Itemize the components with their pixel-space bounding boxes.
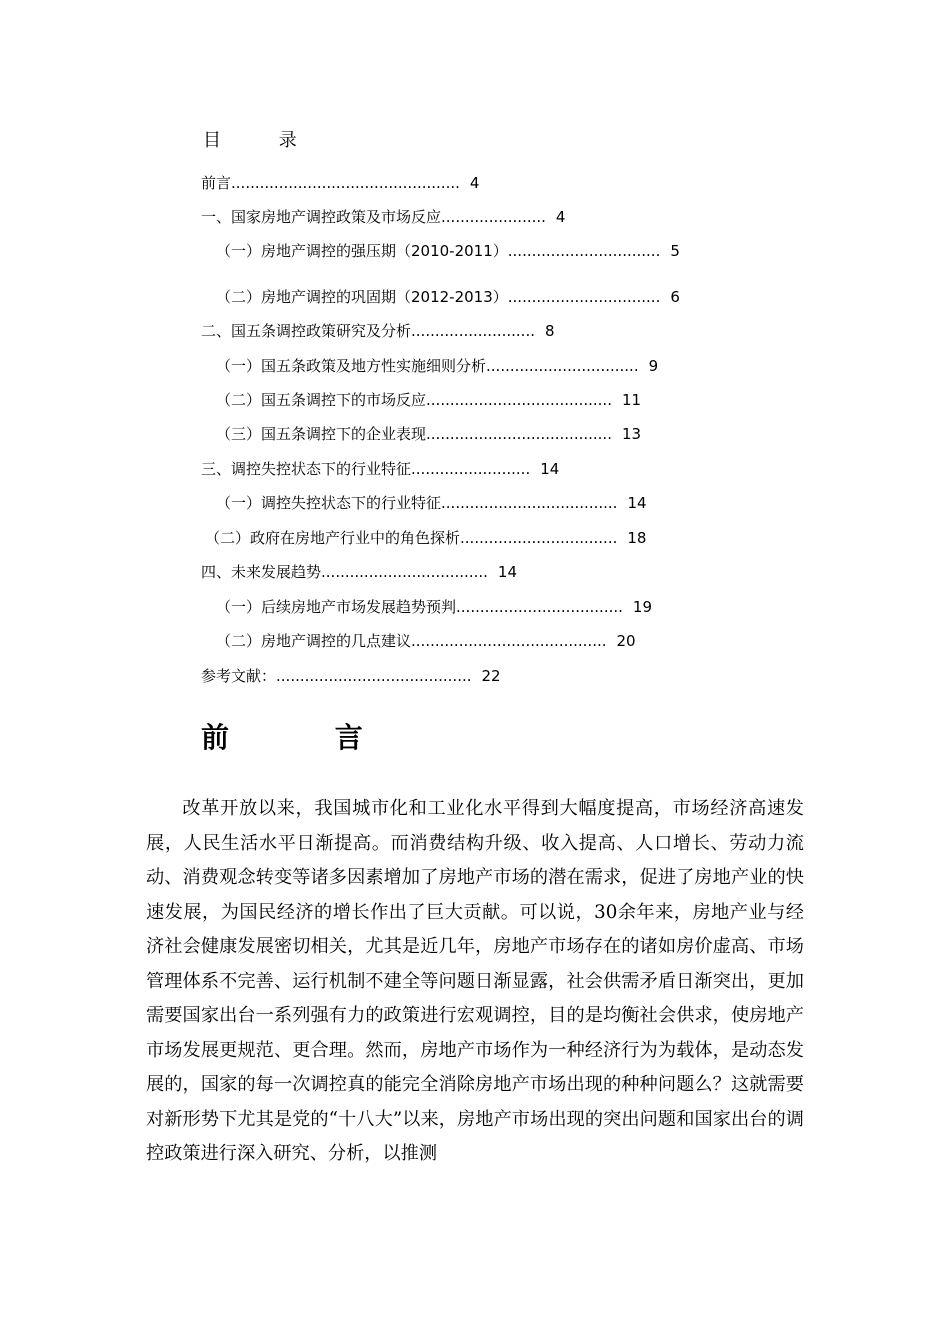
toc-entry[interactable] <box>201 207 565 227</box>
toc-entry-label: 四、未来发展趋势 <box>201 563 322 581</box>
toc-leader: ................................ <box>486 357 639 375</box>
toc-entry[interactable] <box>216 356 658 376</box>
toc-entry[interactable] <box>216 597 652 617</box>
toc-entry-label: 二、国五条调控政策研究及分析 <box>201 322 412 340</box>
toc-page-number: 8 <box>545 322 555 340</box>
toc-leader: .......................... <box>411 322 535 340</box>
toc-entry[interactable] <box>216 241 680 261</box>
toc-page-number: 22 <box>481 667 501 685</box>
toc-leader: ......................... <box>411 460 531 478</box>
toc-page-number: 19 <box>632 598 652 616</box>
toc-entry[interactable] <box>201 173 479 193</box>
toc-entry[interactable] <box>201 459 559 479</box>
toc-entry[interactable] <box>201 321 555 341</box>
toc-leader: ......................................... <box>276 667 472 685</box>
toc-page-number: 20 <box>616 632 636 650</box>
toc-leader: ................................. <box>460 529 618 547</box>
toc-entry[interactable] <box>216 287 680 307</box>
toc-entry[interactable] <box>201 562 517 582</box>
toc-entry[interactable] <box>216 390 641 410</box>
toc-entry[interactable] <box>205 528 646 548</box>
toc-page-number: 14 <box>497 563 517 581</box>
toc-leader: ................................ <box>507 242 661 260</box>
toc-page-number: 13 <box>621 425 642 443</box>
toc-entry-label: （一）调控失控状态下的行业特征 <box>216 494 442 512</box>
toc-entry[interactable] <box>216 424 641 444</box>
toc-page-number: 4 <box>555 208 566 226</box>
toc-page-number: 14 <box>627 494 647 512</box>
toc-leader: ..................................... <box>441 494 618 512</box>
preface-paragraph: 改革开放以来，我国城市化和工业化水平得到大幅度提高，市场经济高速发展，人民生活水平日渐提高。而消费结构升级、收入提高、人口增长、劳动力流动、消费观念转变等诸多因素增加了房地产市场的潜在需求，促进了房地产业的快速发展，为国民经济的增长作出了巨大贡献。可以说，30余年来，房地产业与经济社会健康发展密切相关，尤其是近几年，房地产市场存在的诸如房价虚高、市场管理体系不完善、运行机制不建全等问题日渐显露，社会供需矛盾日渐突出，更加需要国家出台一系列强有力的政策进行宏观调控，目的是均衡社会供求，使房地产市场发展更规范、更合理。然而，房地产市场作为一种经济行为为载体，是动态发展的，国家的每一次调控真的能完全消除房地产市场出现的种种问题么？这就需要对新形势下尤其是党的“十八大”以来，房地产市场出现的突出问题和国家出台的调控政策进行深入研究、分析，以推测 <box>146 798 804 1164</box>
toc-leader: ................................... <box>321 563 488 581</box>
toc-leader: ....................................... <box>426 425 612 443</box>
toc-leader: ....................................... <box>426 391 612 409</box>
toc-entry[interactable] <box>201 666 501 686</box>
toc-page-number: 18 <box>627 529 647 547</box>
toc-entry[interactable] <box>216 493 647 513</box>
toc-entry-label: （一）后续房地产市场发展趋势预判 <box>216 598 457 616</box>
preface-heading: 前 言 <box>201 721 411 754</box>
toc-leader: ................................................ <box>231 174 460 192</box>
toc-leader: ................................ <box>507 288 661 306</box>
toc-page-number: 9 <box>648 357 659 375</box>
toc-entry-label: （二）国五条调控下的市场反应 <box>216 391 427 409</box>
toc-entry-label: 一、国家房地产调控政策及市场反应 <box>201 208 442 226</box>
toc-entry[interactable] <box>216 631 636 651</box>
toc-page-number: 11 <box>621 391 642 409</box>
toc-leader: ................................... <box>456 598 623 616</box>
toc-page-number: 6 <box>670 288 680 306</box>
toc-leader: ...................... <box>441 208 546 226</box>
toc-title: 目 录 <box>203 130 323 151</box>
toc-page-number: 4 <box>469 174 480 192</box>
toc-entry-label: （二）房地产调控的巩固期（2012-2013） <box>216 288 508 306</box>
toc-entry-label: （一）房地产调控的强压期（2010-2011） <box>216 242 508 260</box>
toc-entry-label: 三、调控失控状态下的行业特征 <box>201 460 412 478</box>
toc-entry-label: 前言 <box>201 174 232 192</box>
toc-entry-label: （二）政府在房地产行业中的角色探析 <box>205 529 461 547</box>
toc-leader: ......................................... <box>411 632 607 650</box>
toc-page-number: 5 <box>670 242 680 260</box>
toc-page-number: 14 <box>540 460 560 478</box>
toc-entry-label: 参考文献： <box>201 667 277 685</box>
toc-entry-label: （二）房地产调控的几点建议 <box>216 632 412 650</box>
toc-entry-label: （三）国五条调控下的企业表现 <box>216 425 427 443</box>
toc-entry-label: （一）国五条政策及地方性实施细则分析 <box>216 357 487 375</box>
